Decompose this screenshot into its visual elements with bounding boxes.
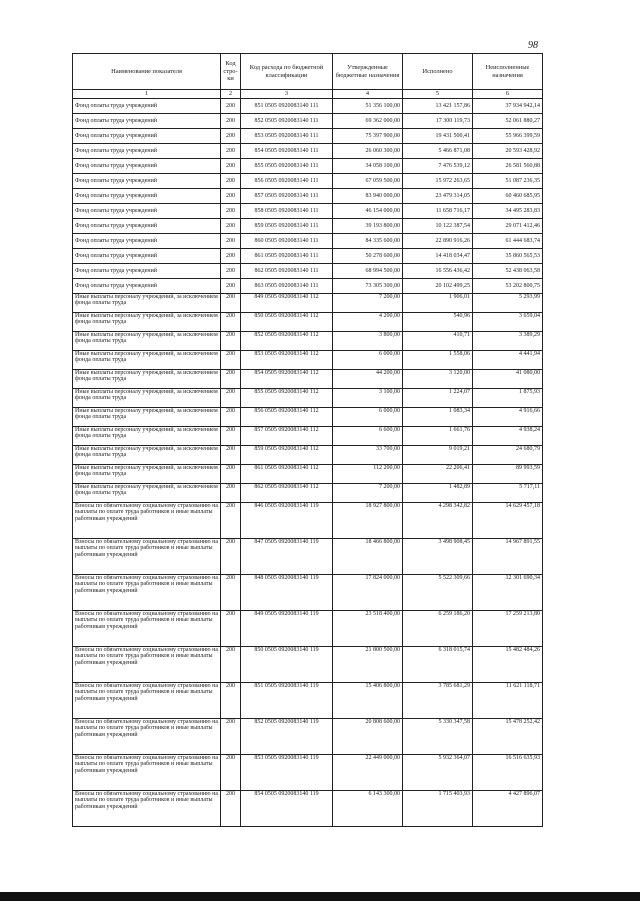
- row-executed-amount: 10 122 387,54: [403, 219, 473, 234]
- table-row: [73, 503, 543, 539]
- row-indicator-name: Иные выплаты персоналу учреждений, за исключением фонда оплаты труда: [73, 465, 221, 484]
- row-budget-classification-code: 862 0505 0920083140 111: [241, 264, 333, 279]
- table-row: [73, 465, 543, 484]
- row-approved-amount: 46 154 000,00: [333, 204, 403, 219]
- row-line-code: 200: [221, 791, 241, 827]
- row-unexecuted-amount: 4 938,24: [473, 427, 543, 446]
- row-executed-amount: 9 019,21: [403, 446, 473, 465]
- row-indicator-name: Иные выплаты персоналу учреждений, за исключением фонда оплаты труда: [73, 313, 221, 332]
- row-approved-amount: 7 200,00: [333, 484, 403, 503]
- row-line-code: 200: [221, 189, 241, 204]
- table-row: [73, 332, 543, 351]
- table-row: [73, 189, 543, 204]
- row-indicator-name: Фонд оплаты труда учреждений: [73, 99, 221, 114]
- row-approved-amount: 83 940 000,00: [333, 189, 403, 204]
- row-executed-amount: 5 330 347,58: [403, 719, 473, 755]
- row-executed-amount: 22 890 916,26: [403, 234, 473, 249]
- column-number: 2: [221, 90, 241, 99]
- row-unexecuted-amount: 61 444 683,74: [473, 234, 543, 249]
- budget-report-table: [72, 53, 543, 827]
- row-unexecuted-amount: 52 061 880,27: [473, 114, 543, 129]
- row-budget-classification-code: 859 0505 0920083140 112: [241, 446, 333, 465]
- table-row: [73, 755, 543, 791]
- row-indicator-name: Иные выплаты персоналу учреждений, за исключением фонда оплаты труда: [73, 389, 221, 408]
- row-line-code: 200: [221, 427, 241, 446]
- row-approved-amount: 51 356 100,00: [333, 99, 403, 114]
- row-unexecuted-amount: 12 301 690,34: [473, 575, 543, 611]
- row-budget-classification-code: 857 0505 0920083140 112: [241, 427, 333, 446]
- column-number: 3: [241, 90, 333, 99]
- row-line-code: 200: [221, 503, 241, 539]
- row-approved-amount: 34 058 100,00: [333, 159, 403, 174]
- row-budget-classification-code: 853 0505 0920083140 111: [241, 129, 333, 144]
- row-executed-amount: 5 522 309,66: [403, 575, 473, 611]
- row-executed-amount: 1 482,89: [403, 484, 473, 503]
- header-approved-appropriations: Утвержденные бюджетные назначения: [333, 54, 403, 90]
- row-line-code: 200: [221, 313, 241, 332]
- page-number: 98: [528, 40, 538, 51]
- row-approved-amount: 6 000,00: [333, 351, 403, 370]
- row-budget-classification-code: 852 0505 0920083140 111: [241, 114, 333, 129]
- row-unexecuted-amount: 5 717,11: [473, 484, 543, 503]
- row-indicator-name: Фонд оплаты труда учреждений: [73, 279, 221, 294]
- row-executed-amount: 3 785 681,29: [403, 683, 473, 719]
- table-row: [73, 219, 543, 234]
- table-row: [73, 370, 543, 389]
- row-executed-amount: 14 418 034,47: [403, 249, 473, 264]
- row-budget-classification-code: 854 0505 0920083140 112: [241, 370, 333, 389]
- row-indicator-name: Иные выплаты персоналу учреждений, за исключением фонда оплаты труда: [73, 427, 221, 446]
- row-unexecuted-amount: 55 966 399,59: [473, 129, 543, 144]
- row-unexecuted-amount: 52 438 063,58: [473, 264, 543, 279]
- table-row: [73, 159, 543, 174]
- row-approved-amount: 39 193 800,00: [333, 219, 403, 234]
- table-row: [73, 279, 543, 294]
- table-row: [73, 351, 543, 370]
- row-indicator-name: Иные выплаты персоналу учреждений, за исключением фонда оплаты труда: [73, 446, 221, 465]
- table-row: [73, 389, 543, 408]
- table-row: [73, 647, 543, 683]
- row-unexecuted-amount: 60 460 685,95: [473, 189, 543, 204]
- row-executed-amount: 6 318 015,74: [403, 647, 473, 683]
- row-approved-amount: 21 800 500,00: [333, 647, 403, 683]
- row-budget-classification-code: 856 0505 0920083140 112: [241, 408, 333, 427]
- row-line-code: 200: [221, 446, 241, 465]
- row-line-code: 200: [221, 129, 241, 144]
- column-number: 5: [403, 90, 473, 99]
- row-budget-classification-code: 861 0505 0920083140 112: [241, 465, 333, 484]
- row-indicator-name: Фонд оплаты труда учреждений: [73, 189, 221, 204]
- table-row: [73, 114, 543, 129]
- row-approved-amount: 69 362 000,00: [333, 114, 403, 129]
- row-budget-classification-code: 855 0505 0920083140 111: [241, 159, 333, 174]
- table-row: [73, 446, 543, 465]
- row-unexecuted-amount: 29 071 412,46: [473, 219, 543, 234]
- table-row: [73, 144, 543, 159]
- row-executed-amount: 16 556 436,42: [403, 264, 473, 279]
- row-approved-amount: 73 305 300,00: [333, 279, 403, 294]
- row-indicator-name: Взносы по обязательному социальному страхованию на выплаты по оплате труда работников и иные выплаты работникам учреждений: [73, 539, 221, 575]
- row-approved-amount: 4 200,00: [333, 313, 403, 332]
- row-executed-amount: 7 476 539,12: [403, 159, 473, 174]
- row-line-code: 200: [221, 294, 241, 313]
- row-unexecuted-amount: 4 916,66: [473, 408, 543, 427]
- column-number: 1: [73, 90, 221, 99]
- table-row: [73, 234, 543, 249]
- row-executed-amount: 5 466 871,08: [403, 144, 473, 159]
- row-approved-amount: 75 397 900,00: [333, 129, 403, 144]
- row-unexecuted-amount: 15 478 252,42: [473, 719, 543, 755]
- row-line-code: 200: [221, 159, 241, 174]
- header-unexecuted-appropriations: Неисполненные назначения: [473, 54, 543, 90]
- row-line-code: 200: [221, 611, 241, 647]
- header-executed: Исполнено: [403, 54, 473, 90]
- column-numbers-row: [73, 90, 543, 99]
- row-line-code: 200: [221, 99, 241, 114]
- row-approved-amount: 6 143 300,00: [333, 791, 403, 827]
- row-executed-amount: 1 906,01: [403, 294, 473, 313]
- table-row: [73, 99, 543, 114]
- row-executed-amount: 3 120,00: [403, 370, 473, 389]
- row-executed-amount: 15 972 263,65: [403, 174, 473, 189]
- row-line-code: 200: [221, 204, 241, 219]
- row-indicator-name: Фонд оплаты труда учреждений: [73, 174, 221, 189]
- row-approved-amount: 26 060 300,00: [333, 144, 403, 159]
- row-approved-amount: 6 000,00: [333, 408, 403, 427]
- row-budget-classification-code: 855 0505 0920083140 112: [241, 389, 333, 408]
- row-budget-classification-code: 849 0505 0920083140 112: [241, 294, 333, 313]
- row-approved-amount: 44 200,00: [333, 370, 403, 389]
- row-indicator-name: Взносы по обязательному социальному страхованию на выплаты по оплате труда работников и иные выплаты работникам учреждений: [73, 719, 221, 755]
- row-approved-amount: 22 449 000,00: [333, 755, 403, 791]
- table-row: [73, 313, 543, 332]
- header-line-code: Код стро-ки: [221, 54, 241, 90]
- row-executed-amount: 3 498 908,45: [403, 539, 473, 575]
- row-unexecuted-amount: 11 621 118,71: [473, 683, 543, 719]
- row-unexecuted-amount: 53 202 800,75: [473, 279, 543, 294]
- row-approved-amount: 23 518 400,00: [333, 611, 403, 647]
- row-budget-classification-code: 859 0505 0920083140 111: [241, 219, 333, 234]
- row-budget-classification-code: 862 0505 0920083140 112: [241, 484, 333, 503]
- row-line-code: 200: [221, 683, 241, 719]
- scan-bottom-edge: [0, 892, 640, 901]
- row-indicator-name: Фонд оплаты труда учреждений: [73, 234, 221, 249]
- row-unexecuted-amount: 4 427 896,07: [473, 791, 543, 827]
- row-indicator-name: Фонд оплаты труда учреждений: [73, 219, 221, 234]
- row-line-code: 200: [221, 575, 241, 611]
- row-line-code: 200: [221, 370, 241, 389]
- row-executed-amount: 1 224,07: [403, 389, 473, 408]
- row-executed-amount: 540,96: [403, 313, 473, 332]
- row-executed-amount: 20 102 499,25: [403, 279, 473, 294]
- row-budget-classification-code: 854 0505 0920083140 119: [241, 791, 333, 827]
- row-budget-classification-code: 861 0505 0920083140 111: [241, 249, 333, 264]
- row-approved-amount: 15 406 800,00: [333, 683, 403, 719]
- row-unexecuted-amount: 34 495 283,83: [473, 204, 543, 219]
- row-indicator-name: Взносы по обязательному социальному страхованию на выплаты по оплате труда работников и иные выплаты работникам учреждений: [73, 575, 221, 611]
- row-executed-amount: 1 083,34: [403, 408, 473, 427]
- row-indicator-name: Фонд оплаты труда учреждений: [73, 114, 221, 129]
- column-number: 6: [473, 90, 543, 99]
- row-budget-classification-code: 852 0505 0920083140 112: [241, 332, 333, 351]
- row-budget-classification-code: 848 0505 0920083140 119: [241, 575, 333, 611]
- row-unexecuted-amount: 1 875,93: [473, 389, 543, 408]
- row-unexecuted-amount: 14 629 457,18: [473, 503, 543, 539]
- row-indicator-name: Взносы по обязательному социальному страхованию на выплаты по оплате труда работников и иные выплаты работникам учреждений: [73, 503, 221, 539]
- row-budget-classification-code: 856 0505 0920083140 111: [241, 174, 333, 189]
- row-line-code: 200: [221, 234, 241, 249]
- row-executed-amount: 11 658 716,17: [403, 204, 473, 219]
- row-line-code: 200: [221, 389, 241, 408]
- row-approved-amount: 3 800,00: [333, 332, 403, 351]
- row-approved-amount: 112 200,00: [333, 465, 403, 484]
- row-line-code: 200: [221, 755, 241, 791]
- row-indicator-name: Фонд оплаты труда учреждений: [73, 204, 221, 219]
- row-executed-amount: 17 300 119,73: [403, 114, 473, 129]
- row-unexecuted-amount: 24 680,79: [473, 446, 543, 465]
- row-unexecuted-amount: 35 860 565,53: [473, 249, 543, 264]
- row-indicator-name: Иные выплаты персоналу учреждений, за исключением фонда оплаты труда: [73, 370, 221, 389]
- row-indicator-name: Иные выплаты персоналу учреждений, за исключением фонда оплаты труда: [73, 294, 221, 313]
- row-budget-classification-code: 847 0505 0920083140 119: [241, 539, 333, 575]
- row-indicator-name: Фонд оплаты труда учреждений: [73, 129, 221, 144]
- row-budget-classification-code: 853 0505 0920083140 119: [241, 755, 333, 791]
- row-indicator-name: Взносы по обязательному социальному страхованию на выплаты по оплате труда работников и иные выплаты работникам учреждений: [73, 647, 221, 683]
- row-line-code: 200: [221, 484, 241, 503]
- row-line-code: 200: [221, 174, 241, 189]
- row-executed-amount: 5 932 364,07: [403, 755, 473, 791]
- row-unexecuted-amount: 89 993,59: [473, 465, 543, 484]
- header-budget-classification-code: Код расхода по бюджетной классификации: [241, 54, 333, 90]
- row-unexecuted-amount: 26 581 560,88: [473, 159, 543, 174]
- row-executed-amount: 1 558,06: [403, 351, 473, 370]
- table-row: [73, 129, 543, 144]
- row-indicator-name: Иные выплаты персоналу учреждений, за исключением фонда оплаты труда: [73, 351, 221, 370]
- row-unexecuted-amount: 37 934 942,14: [473, 99, 543, 114]
- row-unexecuted-amount: 16 516 635,93: [473, 755, 543, 791]
- table-row: [73, 683, 543, 719]
- table-row: [73, 264, 543, 279]
- row-unexecuted-amount: 17 259 213,80: [473, 611, 543, 647]
- table-row: [73, 249, 543, 264]
- table-row: [73, 427, 543, 446]
- table-row: [73, 484, 543, 503]
- row-indicator-name: Иные выплаты персоналу учреждений, за исключением фонда оплаты труда: [73, 332, 221, 351]
- row-line-code: 200: [221, 114, 241, 129]
- row-approved-amount: 20 808 600,00: [333, 719, 403, 755]
- table-row: [73, 575, 543, 611]
- row-budget-classification-code: 852 0505 0920083140 119: [241, 719, 333, 755]
- row-approved-amount: 3 100,00: [333, 389, 403, 408]
- row-indicator-name: Взносы по обязательному социальному страхованию на выплаты по оплате труда работников и иные выплаты работникам учреждений: [73, 611, 221, 647]
- row-line-code: 200: [221, 279, 241, 294]
- row-unexecuted-amount: 4 441,94: [473, 351, 543, 370]
- row-executed-amount: 410,71: [403, 332, 473, 351]
- row-approved-amount: 6 600,00: [333, 427, 403, 446]
- row-unexecuted-amount: 51 087 236,35: [473, 174, 543, 189]
- row-executed-amount: 1 715 403,93: [403, 791, 473, 827]
- column-number: 4: [333, 90, 403, 99]
- table-row: [73, 791, 543, 827]
- row-unexecuted-amount: 20 593 428,92: [473, 144, 543, 159]
- row-budget-classification-code: 854 0505 0920083140 111: [241, 144, 333, 159]
- row-budget-classification-code: 863 0505 0920083140 111: [241, 279, 333, 294]
- row-indicator-name: Фонд оплаты труда учреждений: [73, 264, 221, 279]
- row-line-code: 200: [221, 144, 241, 159]
- row-budget-classification-code: 849 0505 0920083140 119: [241, 611, 333, 647]
- row-approved-amount: 7 200,00: [333, 294, 403, 313]
- table-row: [73, 174, 543, 189]
- row-unexecuted-amount: 15 482 484,26: [473, 647, 543, 683]
- row-unexecuted-amount: 5 293,99: [473, 294, 543, 313]
- row-executed-amount: 22 206,41: [403, 465, 473, 484]
- table-row: [73, 294, 543, 313]
- row-unexecuted-amount: 14 967 891,55: [473, 539, 543, 575]
- row-line-code: 200: [221, 465, 241, 484]
- row-unexecuted-amount: 41 080,00: [473, 370, 543, 389]
- row-budget-classification-code: 850 0505 0920083140 112: [241, 313, 333, 332]
- row-line-code: 200: [221, 719, 241, 755]
- table-row: [73, 719, 543, 755]
- row-executed-amount: 4 298 342,82: [403, 503, 473, 539]
- row-approved-amount: 50 278 600,00: [333, 249, 403, 264]
- row-indicator-name: Фонд оплаты труда учреждений: [73, 144, 221, 159]
- row-unexecuted-amount: 3 659,04: [473, 313, 543, 332]
- row-executed-amount: 1 661,76: [403, 427, 473, 446]
- table-row: [73, 539, 543, 575]
- row-indicator-name: Фонд оплаты труда учреждений: [73, 249, 221, 264]
- row-approved-amount: 67 059 500,00: [333, 174, 403, 189]
- row-approved-amount: 18 466 800,00: [333, 539, 403, 575]
- row-executed-amount: 19 431 500,41: [403, 129, 473, 144]
- table-header-row: [73, 54, 543, 90]
- row-indicator-name: Иные выплаты персоналу учреждений, за исключением фонда оплаты труда: [73, 484, 221, 503]
- row-approved-amount: 68 994 500,00: [333, 264, 403, 279]
- row-line-code: 200: [221, 264, 241, 279]
- row-line-code: 200: [221, 219, 241, 234]
- row-line-code: 200: [221, 408, 241, 427]
- row-indicator-name: Иные выплаты персоналу учреждений, за исключением фонда оплаты труда: [73, 408, 221, 427]
- row-indicator-name: Взносы по обязательному социальному страхованию на выплаты по оплате труда работников и иные выплаты работникам учреждений: [73, 755, 221, 791]
- row-approved-amount: 84 335 600,00: [333, 234, 403, 249]
- row-budget-classification-code: 851 0505 0920083140 119: [241, 683, 333, 719]
- row-budget-classification-code: 857 0505 0920083140 111: [241, 189, 333, 204]
- row-approved-amount: 33 700,00: [333, 446, 403, 465]
- table-row: [73, 408, 543, 427]
- table-row: [73, 611, 543, 647]
- row-line-code: 200: [221, 332, 241, 351]
- header-indicator-name: Наименование показателя: [73, 54, 221, 90]
- row-line-code: 200: [221, 539, 241, 575]
- row-indicator-name: Взносы по обязательному социальному страхованию на выплаты по оплате труда работников и иные выплаты работникам учреждений: [73, 683, 221, 719]
- row-line-code: 200: [221, 351, 241, 370]
- table-row: [73, 204, 543, 219]
- row-line-code: 200: [221, 647, 241, 683]
- row-indicator-name: Взносы по обязательному социальному страхованию на выплаты по оплате труда работников и иные выплаты работникам учреждений: [73, 791, 221, 827]
- row-line-code: 200: [221, 249, 241, 264]
- row-budget-classification-code: 853 0505 0920083140 112: [241, 351, 333, 370]
- row-indicator-name: Фонд оплаты труда учреждений: [73, 159, 221, 174]
- row-approved-amount: 17 824 000,00: [333, 575, 403, 611]
- row-budget-classification-code: 850 0505 0920083140 119: [241, 647, 333, 683]
- row-budget-classification-code: 860 0505 0920083140 111: [241, 234, 333, 249]
- row-budget-classification-code: 846 0505 0920083140 119: [241, 503, 333, 539]
- row-executed-amount: 13 421 157,86: [403, 99, 473, 114]
- row-executed-amount: 23 479 314,05: [403, 189, 473, 204]
- row-budget-classification-code: 851 0505 0920083140 111: [241, 99, 333, 114]
- row-unexecuted-amount: 3 389,29: [473, 332, 543, 351]
- row-budget-classification-code: 858 0505 0920083140 111: [241, 204, 333, 219]
- row-executed-amount: 6 259 186,20: [403, 611, 473, 647]
- row-approved-amount: 18 927 800,00: [333, 503, 403, 539]
